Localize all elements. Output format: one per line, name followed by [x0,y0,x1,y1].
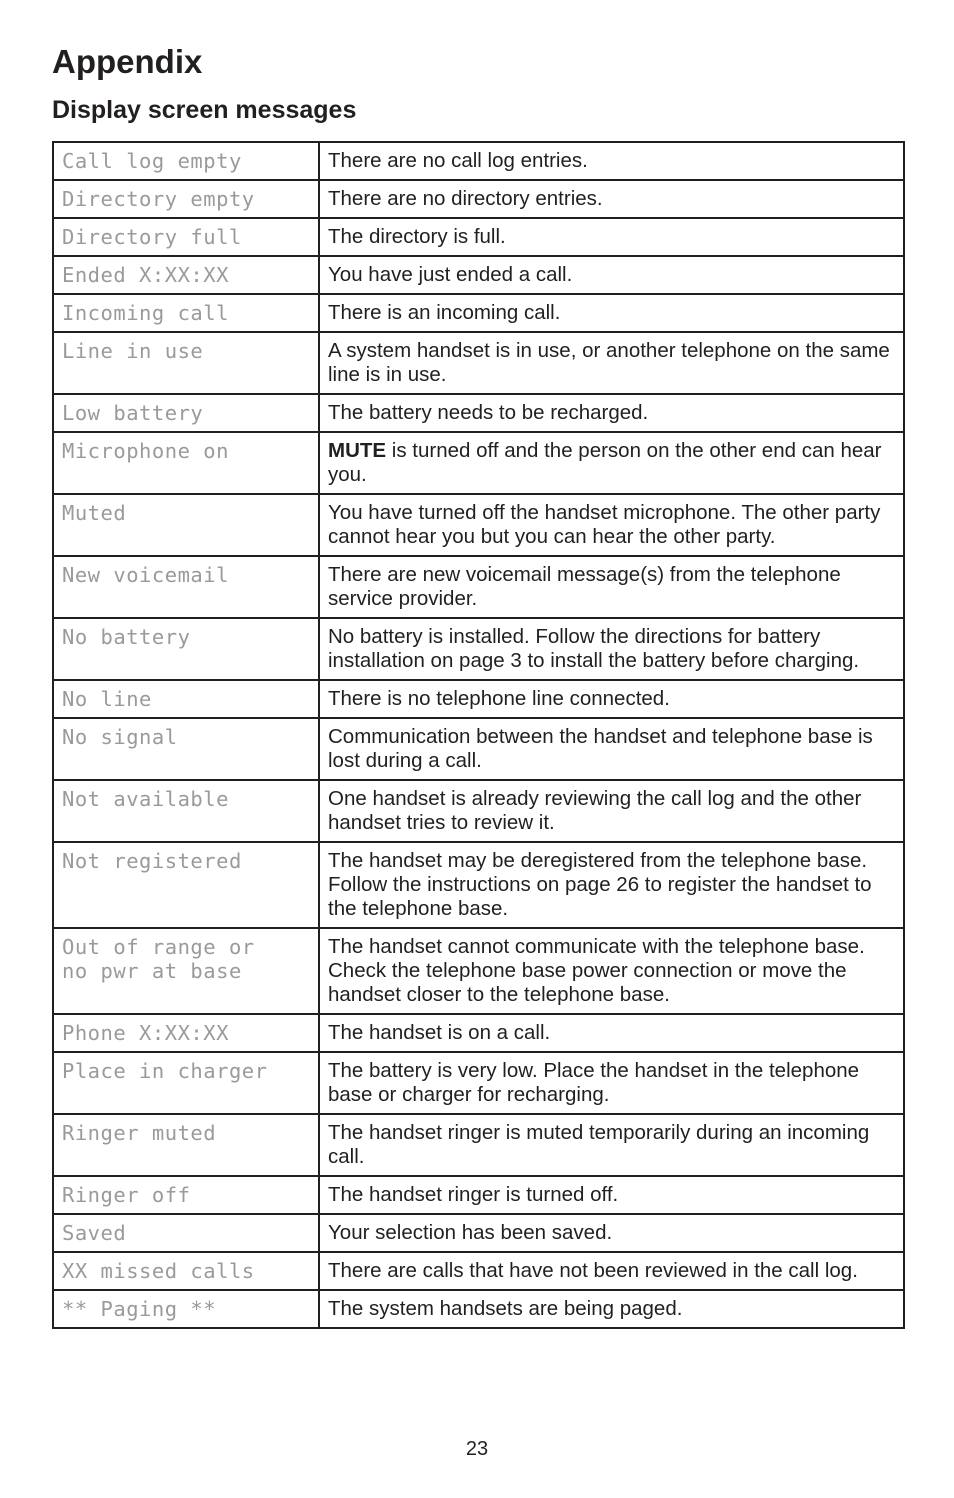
screen-message: Place in charger [53,1052,319,1114]
screen-message: No signal [53,718,319,780]
message-description: There is no telephone line connected. [319,680,904,718]
screen-message: Saved [53,1214,319,1252]
table-row [53,1252,904,1290]
screen-message: ** Paging ** [53,1290,319,1328]
table-row [53,718,904,780]
table-row [53,180,904,218]
table-row [53,842,904,928]
page-title: Appendix [52,43,203,80]
table-row [53,780,904,842]
table-row [53,494,904,556]
screen-message: Phone X:XX:XX [53,1014,319,1052]
table-row [53,1176,904,1214]
message-description: The directory is full. [319,218,904,256]
table-row [53,332,904,394]
message-description: There are new voicemail message(s) from the telephone service provider. [319,556,904,618]
table-row [53,142,904,180]
screen-message: Line in use [53,332,319,394]
screen-message: No battery [53,618,319,680]
message-description: The battery is very low. Place the handset in the telephone base or charger for recharging. [319,1052,904,1114]
screen-message: Directory empty [53,180,319,218]
screen-message: XX missed calls [53,1252,319,1290]
screen-message: Muted [53,494,319,556]
message-description: The system handsets are being paged. [319,1290,904,1328]
screen-message: New voicemail [53,556,319,618]
screen-message: Incoming call [53,294,319,332]
table-row [53,218,904,256]
message-description: The handset ringer is turned off. [319,1176,904,1214]
table-row [53,1214,904,1252]
message-description: There is an incoming call. [319,294,904,332]
screen-message: Ringer muted [53,1114,319,1176]
screen-message: Not registered [53,842,319,928]
screen-message: Call log empty [53,142,319,180]
message-description: You have just ended a call. [319,256,904,294]
screen-message: Ended X:XX:XX [53,256,319,294]
message-description: There are no call log entries. [319,142,904,180]
message-description: The handset may be deregistered from the telephone base. Follow the instructions on page 26 to register the handset to the telephone base. [319,842,904,928]
section-title: Display screen messages [52,96,357,124]
screen-message: Not available [53,780,319,842]
message-description: The handset ringer is muted temporarily during an incoming call. [319,1114,904,1176]
screen-message: Directory full [53,218,319,256]
message-description: You have turned off the handset microphone. The other party cannot hear you but you can hear the other party. [319,494,904,556]
message-description: The battery needs to be recharged. [319,394,904,432]
message-description: One handset is already reviewing the call log and the other handset tries to review it. [319,780,904,842]
table-row [53,928,904,1014]
message-description: There are calls that have not been reviewed in the call log. [319,1252,904,1290]
table-row [53,294,904,332]
screen-message: Ringer off [53,1176,319,1214]
table-row [53,618,904,680]
page-number: 23 [465,1438,489,1460]
message-description-text: is turned off and the person on the other end can hear you. [328,439,882,486]
table-row [53,680,904,718]
table-row [53,432,904,494]
message-description [319,432,904,494]
mute-key-label: MUTE [328,439,387,462]
table-row [53,1290,904,1328]
message-description: The handset cannot communicate with the telephone base. Check the telephone base power connection or move the handset closer to the telephone base. [319,928,904,1014]
message-description: Your selection has been saved. [319,1214,904,1252]
screen-message: No line [53,680,319,718]
screen-message: Low battery [53,394,319,432]
message-description: The handset is on a call. [319,1014,904,1052]
display-messages-body [53,142,904,1328]
display-messages-table [52,141,905,1329]
message-description: No battery is installed. Follow the directions for battery installation on page 3 to install the battery before charging. [319,618,904,680]
message-description: There are no directory entries. [319,180,904,218]
table-row [53,556,904,618]
screen-message: Out of range or no pwr at base [53,928,319,1014]
table-row [53,1114,904,1176]
table-row [53,256,904,294]
table-row [53,1014,904,1052]
table-row [53,394,904,432]
table-row [53,1052,904,1114]
screen-message: Microphone on [53,432,319,494]
message-description: A system handset is in use, or another telephone on the same line is in use. [319,332,904,394]
message-description: Communication between the handset and telephone base is lost during a call. [319,718,904,780]
